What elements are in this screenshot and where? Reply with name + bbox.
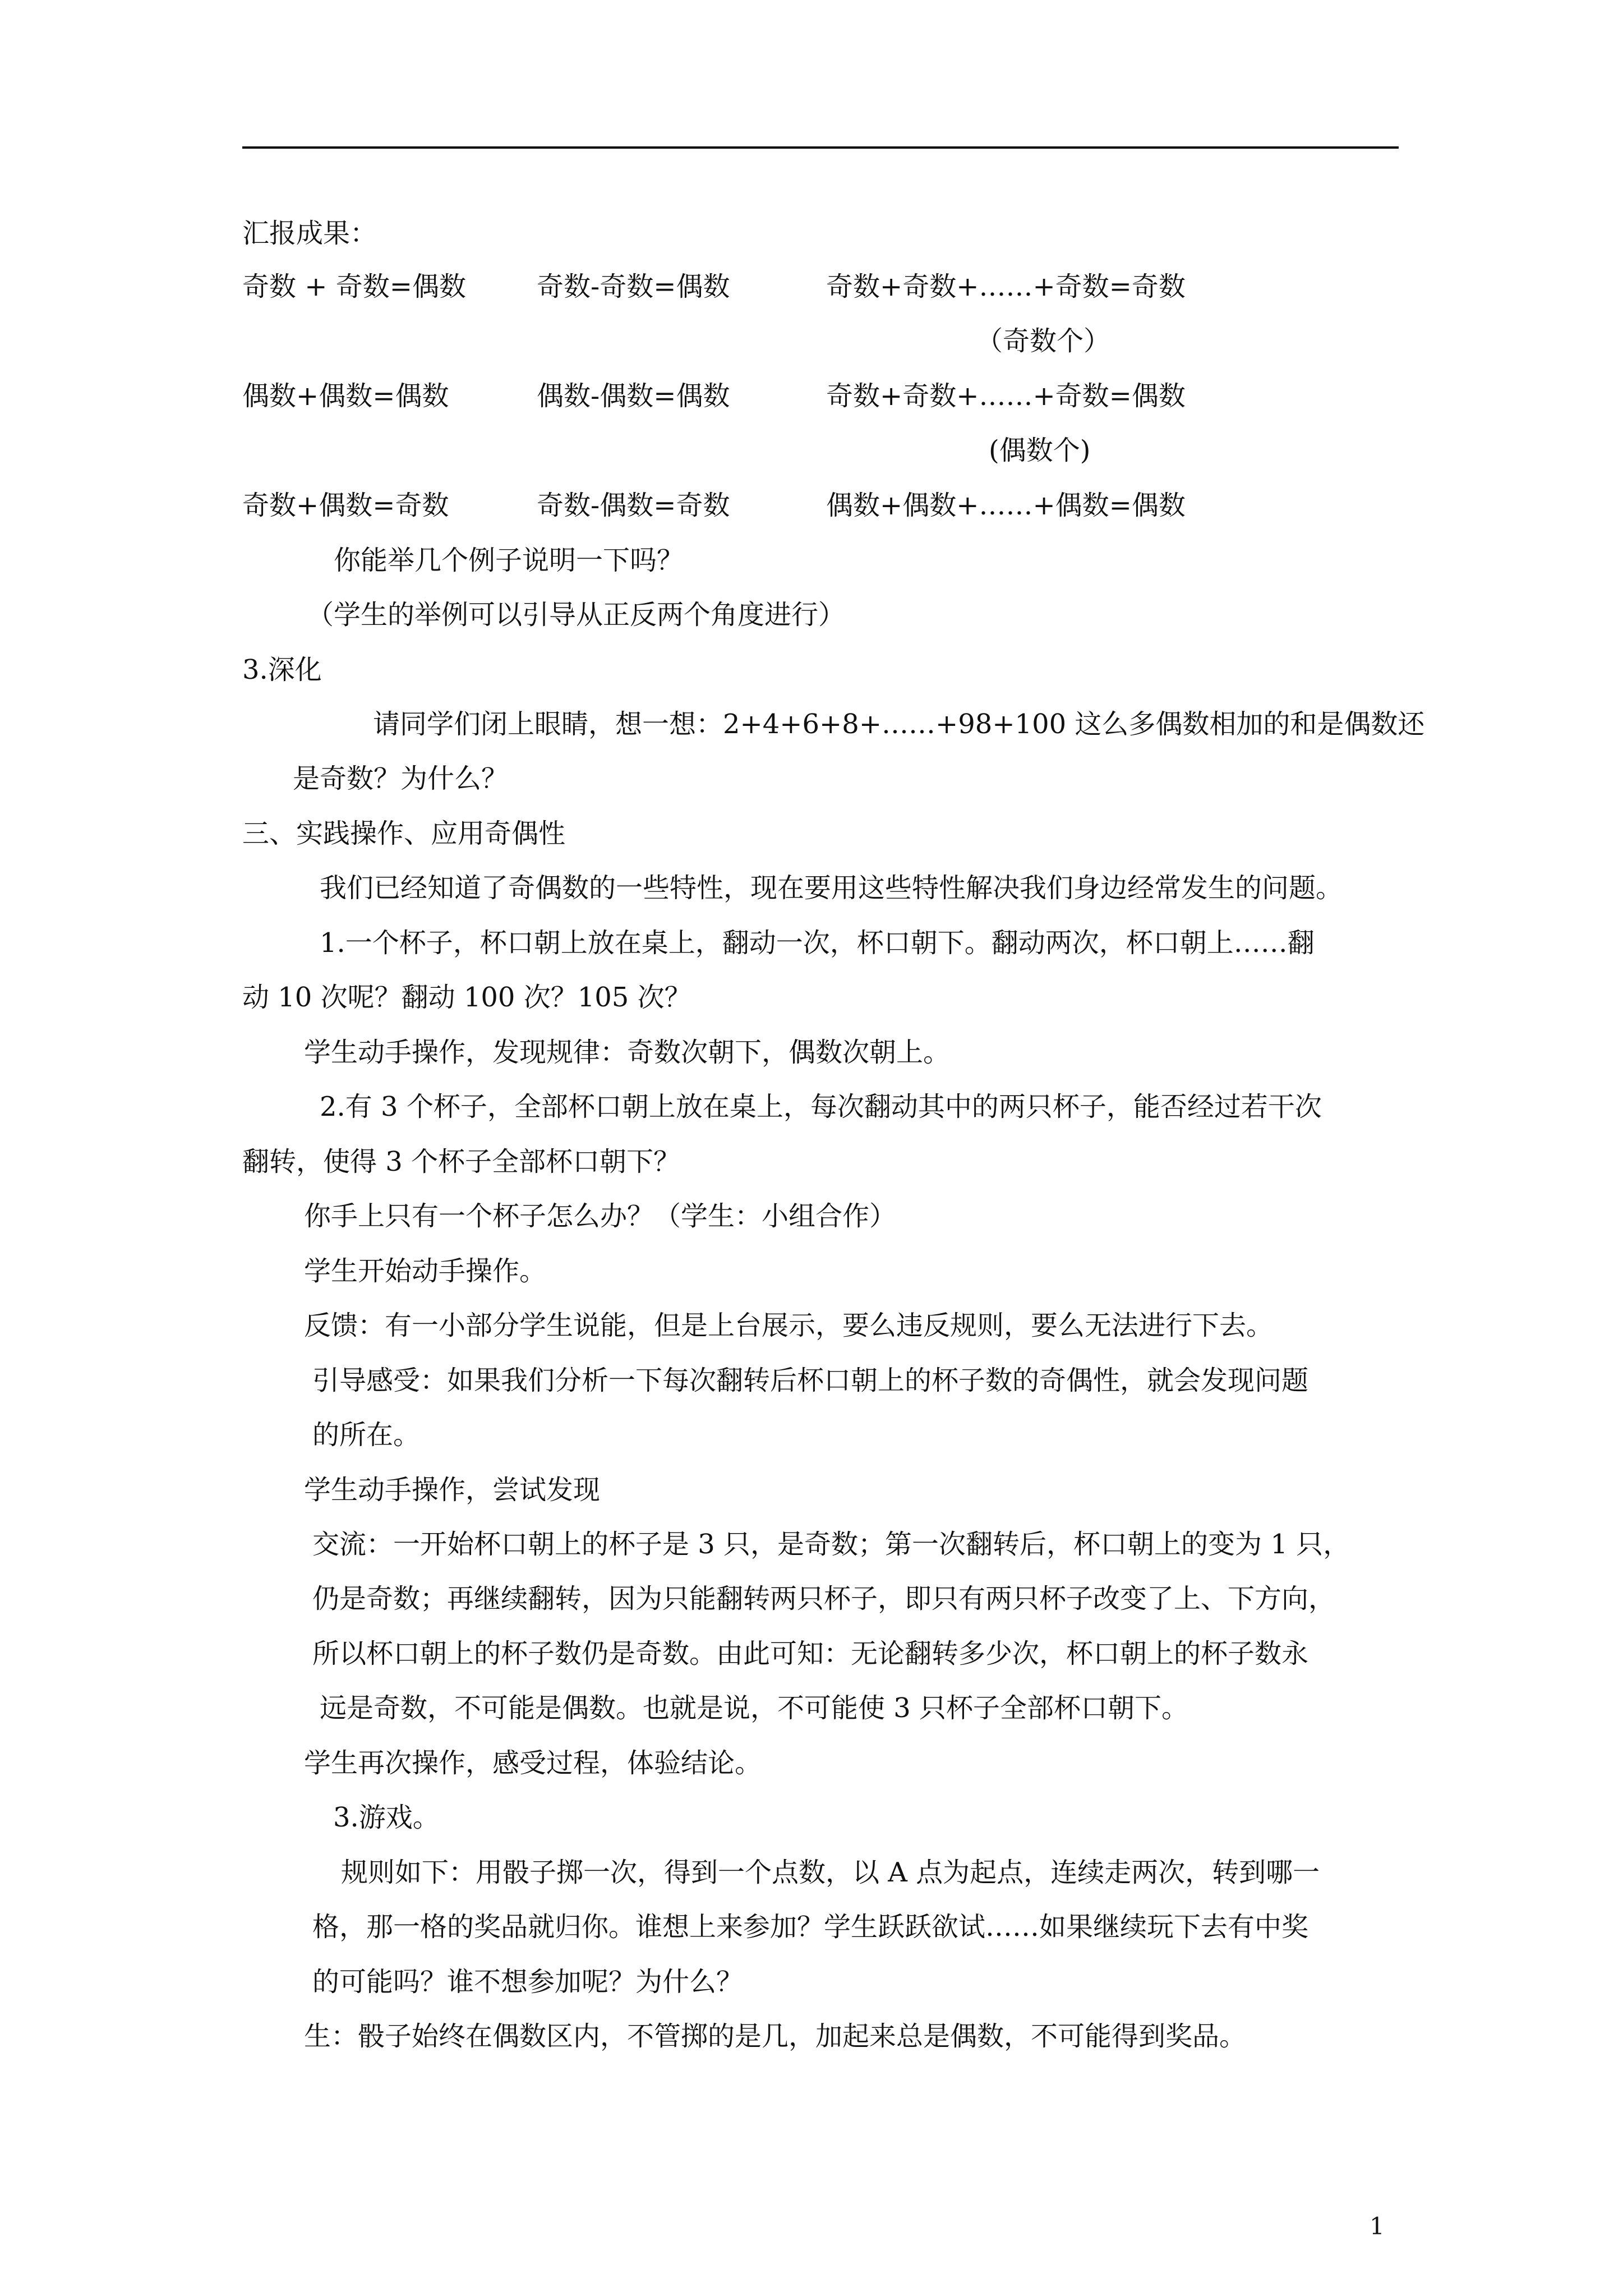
question-1-line1: 1.一个杯子，杯口朝上放在桌上，翻动一次，杯口朝下。翻动两次，杯口朝上……翻 [320,927,1315,959]
report-note: （学生的举例可以引导从正反两个角度进行） [307,599,846,631]
question-1-line2: 动 10 次呢？翻动 100 次？105 次？ [242,982,691,1013]
question-1-answer: 学生动手操作，发现规律：奇数次朝下，偶数次朝上。 [304,1037,951,1068]
question-2-line2: 翻转，使得 3 个杯子全部杯口朝下？ [242,1146,681,1177]
question-2-hint: 你手上只有一个杯子怎么办？（学生：小组合作） [304,1200,897,1232]
rule-even-sum-even: 偶数+偶数+……+偶数=偶数 [826,490,1186,521]
rule-even-count-sum: 奇数+奇数+……+奇数=偶数 [826,380,1186,412]
report-prompt: 你能举几个例子说明一下吗？ [334,545,684,576]
rule-odd-minus-odd: 奇数-奇数=偶数 [537,271,730,302]
exchange-line2: 仍是奇数；再继续翻转，因为只能翻转两只杯子，即只有两只杯子改变了上、下方向， [312,1583,1336,1614]
feedback-text: 反馈：有一小部分学生说能，但是上台展示，要么违反规则，要么无法进行下去。 [304,1310,1274,1341]
rule-odd-plus-even: 奇数+偶数=奇数 [242,490,449,521]
rule-even-minus-even: 偶数-偶数=偶数 [537,380,730,412]
exchange-line1: 交流：一开始杯口朝上的杯子是 3 只，是奇数；第一次翻转后，杯口朝上的变为 1 只， [312,1529,1350,1560]
game-heading: 3.游戏。 [333,1802,440,1833]
student-answer: 生：骰子始终在偶数区内，不管掷的是几，加起来总是偶数，不可能得到奖品。 [304,2021,1247,2052]
rule-odd-count-note: （奇数个） [976,325,1111,357]
practice-intro: 我们已经知道了奇偶数的一些特性，现在要用这些特性解决我们身边经常发生的问题。 [320,872,1343,904]
try-text: 学生动手操作，尝试发现 [304,1474,601,1506]
guide-line2: 的所在。 [312,1419,421,1451]
game-rules-line1: 规则如下：用骰子掷一次，得到一个点数，以 A 点为起点，连续走两次，转到哪一 [341,1857,1320,1888]
deepen-question-line2: 是奇数？为什么？ [293,763,509,794]
question-2-start: 学生开始动手操作。 [304,1255,547,1287]
rule-odd-plus-odd: 奇数 + 奇数=偶数 [242,271,466,302]
game-rules-line2: 格，那一格的奖品就归你。谁想上来参加？学生跃跃欲试……如果继续玩下去有中奖 [312,1911,1309,1943]
game-rules-line3: 的可能吗？谁不想参加呢？为什么？ [312,1966,744,1998]
deepen-question-line1: 请同学们闭上眼睛，想一想：2+4+6+8+……+98+100 这么多偶数相加的和是偶数还 [373,708,1425,740]
rule-even-count-note: (偶数个) [989,435,1091,466]
guide-line1: 引导感受：如果我们分析一下每次翻转后杯口朝上的杯子数的奇偶性，就会发现问题 [312,1365,1309,1396]
rule-odd-minus-even: 奇数-偶数=奇数 [537,490,730,521]
page-number: 1 [1370,2212,1385,2240]
deepen-heading: 3.深化 [242,654,322,685]
report-heading: 汇报成果： [242,218,377,249]
rule-even-plus-even: 偶数+偶数=偶数 [242,380,449,412]
question-2-line1: 2.有 3 个杯子，全部杯口朝上放在桌上，每次翻动其中的两只杯子，能否经过若干次 [320,1091,1322,1122]
rule-odd-count-sum: 奇数+奇数+……+奇数=奇数 [826,271,1186,302]
header-rule [242,146,1399,149]
exchange-line3: 所以杯口朝上的杯子数仍是奇数。由此可知：无论翻转多少次，杯口朝上的杯子数永 [312,1638,1309,1669]
exchange-line4: 远是奇数，不可能是偶数。也就是说，不可能使 3 只杯子全部杯口朝下。 [320,1692,1189,1724]
practice-heading: 三、实践操作、应用奇偶性 [242,818,566,849]
again-text: 学生再次操作，感受过程，体验结论。 [304,1747,762,1779]
